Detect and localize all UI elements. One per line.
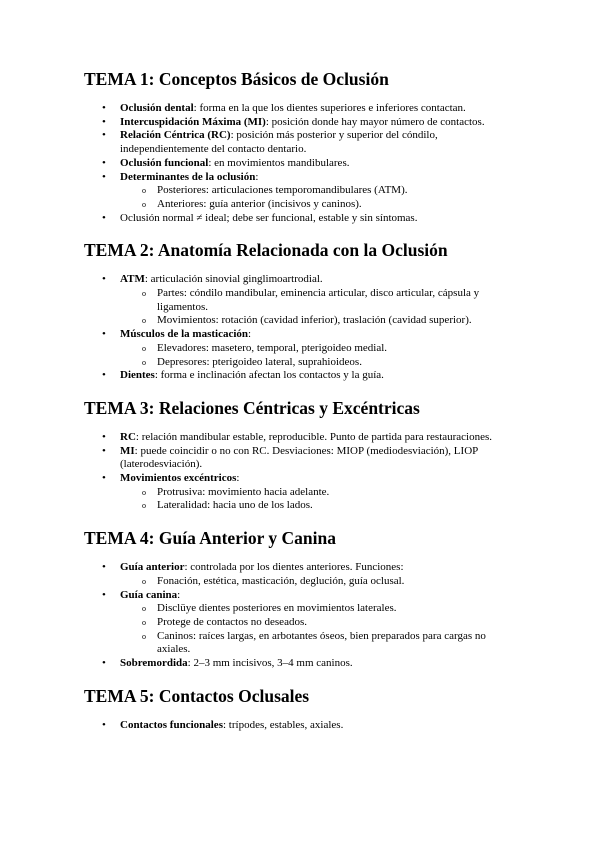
section-title: TEMA 1: Conceptos Básicos de Oclusión <box>84 69 389 89</box>
sub-list-item: o Depresores: pterigoideo lateral, suprahioideos. <box>86 356 521 370</box>
sub-list-item: o Anteriores: guía anterior (incisivos y caninos). <box>86 198 521 212</box>
item-text: : relación mandibular estable, reproducible. Punto de partida para restauraciones. <box>135 430 493 443</box>
sub-list <box>120 287 521 328</box>
list-item <box>86 102 521 116</box>
section-title: TEMA 4: Guía Anterior y Canina <box>84 528 336 549</box>
list-item <box>86 445 521 472</box>
list-item <box>86 328 521 369</box>
item-term: Oclusión dental <box>120 102 194 114</box>
list-item <box>86 273 521 328</box>
item-text: : <box>255 170 259 183</box>
sub-list-item: o Protrusiva: movimiento hacia adelante. <box>86 486 521 500</box>
item-text: : articulación sinovial ginglimoartrodial. <box>144 273 323 286</box>
list-item <box>86 171 521 212</box>
sub-list <box>120 575 521 589</box>
sub-list-item: o Fonación, estética, masticación, deglución, guía oclusal. <box>86 575 521 589</box>
item-term: Oclusión funcional <box>120 156 209 169</box>
list-item <box>86 157 521 171</box>
item-term: Intercuspidación Máxima (MI) <box>120 115 266 128</box>
list-item <box>86 212 521 226</box>
item-text: : controlada por los dientes anteriores. Funciones: <box>184 561 404 574</box>
sub-list-item: o Movimientos: rotación (cavidad inferior), traslación (cavidad superior). <box>86 314 521 328</box>
list-item <box>86 431 521 445</box>
sub-list-item: o Lateralidad: hacia uno de los lados. <box>86 499 521 513</box>
list-item <box>86 589 521 658</box>
section-list <box>86 102 521 225</box>
list-item <box>86 657 521 671</box>
item-term: Sobremordida <box>120 657 188 670</box>
item-text: : posición donde hay mayor número de contactos. <box>265 115 485 128</box>
item-text: : <box>248 328 252 341</box>
item-term: MI <box>120 444 135 457</box>
section-list <box>86 561 521 671</box>
item-text: : 2–3 mm incisivos, 3–4 mm caninos. <box>187 657 353 670</box>
item-term: Contactos funcionales <box>120 718 223 731</box>
item-text: : <box>177 588 181 601</box>
item-term: ATM <box>120 273 145 286</box>
section-title: TEMA 5: Contactos Oclusales <box>84 685 310 706</box>
sub-list-item: o Elevadores: masetero, temporal, pterigoideo medial. <box>86 342 521 356</box>
section-list <box>86 431 521 513</box>
section-list <box>86 719 521 733</box>
list-item <box>86 369 521 383</box>
item-text: : forma e inclinación afectan los contactos y la guía. <box>154 369 384 382</box>
section-list <box>86 273 521 383</box>
sub-list-item: o Protege de contactos no deseados. <box>86 616 521 630</box>
sub-list <box>120 486 521 513</box>
item-text: : puede coincidir o no con RC. Desviaciones: MIOP (mediodesviación), LIOP (laterodesviación). <box>120 444 478 471</box>
item-term: Movimientos excéntricos <box>120 472 237 485</box>
item-text: : posición más posterior y superior del cóndilo, independientemente del contacto dentario. <box>120 129 438 156</box>
section-title: TEMA 2: Anatomía Relacionada con la Oclusión <box>84 240 448 261</box>
item-text: Oclusión normal ≠ ideal; debe ser funcional, estable y sin síntomas. <box>120 211 418 224</box>
item-text: : forma en la que los dientes superiores e inferiores contactan. <box>193 102 466 114</box>
item-term: Músculos de la masticación <box>120 328 249 341</box>
item-term: Guía canina <box>120 588 178 601</box>
sub-list <box>120 184 521 211</box>
item-text: : trípodes, estables, axiales. <box>222 718 344 731</box>
list-item <box>86 472 521 513</box>
sub-list-item: o Caninos: raíces largas, en arbotantes óseos, bien preparados para cargas no axiales. <box>86 630 521 657</box>
sub-list <box>120 342 521 369</box>
section-title: TEMA 3: Relaciones Céntricas y Excéntricas <box>84 397 420 418</box>
item-term: RC <box>120 430 136 443</box>
sub-list <box>120 602 521 657</box>
sub-list-item: o Partes: cóndilo mandibular, eminencia articular, disco articular, cápsula y ligamentos. <box>86 287 521 314</box>
list-item <box>86 116 521 130</box>
item-term: Determinantes de la oclusión <box>120 170 256 183</box>
item-term: Dientes <box>120 369 155 382</box>
list-item <box>86 561 521 588</box>
item-text: : <box>236 472 240 485</box>
list-item <box>86 129 521 156</box>
list-item <box>86 719 521 733</box>
item-term: Relación Céntrica (RC) <box>120 129 231 142</box>
item-text: : en movimientos mandibulares. <box>208 156 350 169</box>
item-term: Guía anterior <box>120 561 185 574</box>
sub-list-item: o Disclüye dientes posteriores en movimientos laterales. <box>86 602 521 616</box>
sub-list-item: o Posteriores: articulaciones temporomandibulares (ATM). <box>86 184 521 198</box>
